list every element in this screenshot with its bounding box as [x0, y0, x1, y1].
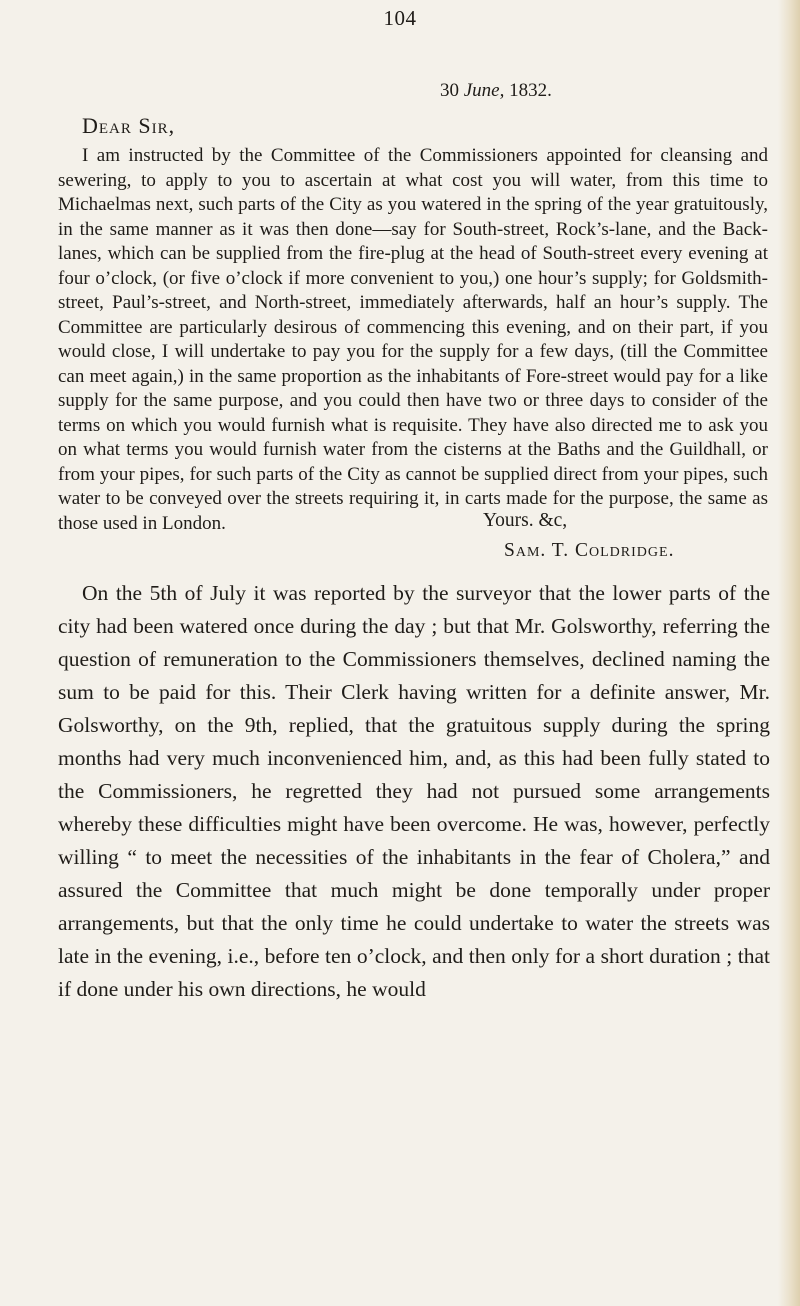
letter-paragraph: I am instructed by the Committee of the Commissioners appointed for cleansing and sewering, to apply to you to ascertain at what cost you will water, from this time to Michaelmas next, such parts of the City as you watered in the spring of the year gratuitously, in the same manner as it was then done—say for South-street, Rock’s-lane, and the Back-lanes, which can be supplied from the fire-plug at the head of South-street every evening at four o’clock, (or five o’clock if more convenient to you,) one hour’s supply; for Goldsmith-street, Paul’s-street, and North-street, immediately afterwards, half an hour’s supply. The Committee are particularly desirous of commencing this evening, and on their part, if you would close, I will undertake to pay you for the supply for a few days, (till the Committee can meet again,) in the same proportion as the inhabitants of Fore-street would pay for a like supply for the same purpose, and you could then have two or three days to consider of the terms on which you would furnish what is requisite. They have also directed me to ask you on what terms you would furnish water from the cisterns at the Baths and the Guildhall, or from your pipes, for such parts of the City as cannot be supplied direct from your pipes, such water to be conveyed over the streets requiring it, in carts made for the purpose, the same as those used in London. — [58, 145, 768, 534]
letter-date — [440, 80, 770, 102]
date-month: June, — [463, 80, 505, 101]
narrative-text — [58, 577, 770, 1006]
letter-closing: Yours. &c, — [483, 510, 568, 531]
page-edge-shadow — [778, 0, 800, 1306]
letter-salutation: Dear Sir, — [82, 113, 176, 138]
date-day: 30 — [440, 80, 459, 101]
narrative-paragraph: On the 5th of July it was reported by the surveyor that the lower parts of the city had been watered once during the day ; but that Mr. Golsworthy, referring the question of remuneration to the Commissioners themselves, declined naming the sum to be paid for this. Their Clerk having written for a definite answer, Mr. Golsworthy, on the 9th, replied, that the gratuitous supply during the spring months had very much inconvenienced him, and, as this had been fully stated to the Commissioners, he regretted they had not pursued some arrangements whereby these difficulties might have been overcome. He was, however, perfectly willing “ to meet the necessities of the inhabitants in the fear of Cholera,” and assured the Committee that much might be done temporally under proper arrangements, but that the only time he could undertake to water the streets was late in the evening, i.e., before ten o’clock, and then only for a short duration ; that if done under his own directions, he would — [58, 581, 770, 1001]
date-year: 1832. — [509, 80, 552, 101]
letter-body — [58, 144, 768, 536]
letter-signature: Sam. T. Coldridge. — [504, 540, 675, 561]
page-number: 104 — [383, 6, 417, 30]
